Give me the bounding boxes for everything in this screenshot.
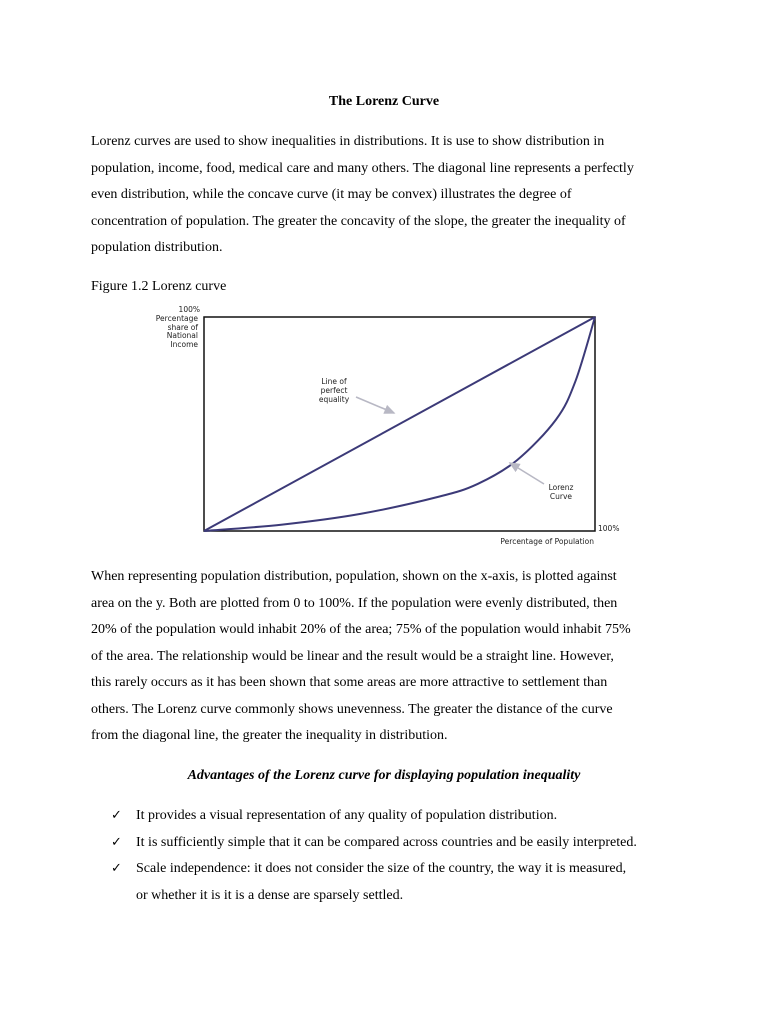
body-line: others. The Lorenz curve commonly shows unevenness. The greater the distance of the curve	[91, 701, 613, 717]
checkmark-icon: ✓	[111, 808, 122, 823]
advantage-text: It is sufficiently simple that it can be compared across countries and be easily interpreted.	[136, 834, 637, 850]
equality-annotation-line: equality	[318, 395, 350, 404]
x-axis-label: Percentage of Population	[500, 537, 594, 546]
checkmark-icon: ✓	[111, 861, 122, 876]
body-line: of the area. The relationship would be linear and the result would be a straight line. However,	[91, 648, 614, 664]
lorenz-chart	[140, 300, 640, 555]
list-item	[111, 803, 681, 830]
intro-line: even distribution, while the concave curve (it may be convex) illustrates the degree of	[91, 187, 572, 202]
lorenz-annotation-line: Lorenz	[548, 483, 574, 492]
intro-line: Lorenz curves are used to show inequalities in distributions. It is use to show distribution in	[91, 134, 605, 149]
equality-annotation-line: Line of	[321, 377, 347, 386]
y-axis-label-line: share of	[167, 323, 198, 332]
intro-paragraph	[91, 129, 691, 262]
y-axis-label-line: Income	[170, 340, 198, 349]
body-line: area on the y. Both are plotted from 0 to 100%. If the population were evenly distributed, then	[91, 595, 618, 611]
equality-line	[204, 317, 595, 531]
y-axis-label-line: National	[166, 331, 198, 340]
advantage-text-continued: or whether it is it is a dense are sparsely settled.	[136, 887, 404, 903]
body-line: 20% of the population would inhabit 20% of the area; 75% of the population would inhabit 75%	[91, 622, 631, 637]
advantages-heading: Advantages of the Lorenz curve for displaying population inequality	[187, 768, 581, 783]
lorenz-annotation-arrow	[510, 463, 544, 484]
intro-line: population, income, food, medical care and many others. The diagonal line represents a perfectly	[91, 160, 634, 176]
advantages-list	[111, 803, 681, 909]
advantage-text: It provides a visual representation of any quality of population distribution.	[136, 808, 558, 823]
list-item	[111, 830, 681, 857]
advantage-text: Scale independence: it does not consider the size of the country, the way it is measured,	[136, 861, 627, 876]
body-line: this rarely occurs as it has been shown that some areas are more attractive to settlement than	[91, 675, 608, 690]
equality-annotation-arrow	[356, 397, 394, 413]
intro-line: concentration of population. The greater the concavity of the slope, the greater the inequality of	[91, 213, 626, 229]
page-title: The Lorenz Curve	[328, 94, 440, 109]
y-max-label: 100%	[178, 305, 200, 314]
explanation-paragraph	[91, 564, 691, 750]
lorenz-annotation-line: Curve	[549, 492, 573, 501]
figure-caption: Figure 1.2 Lorenz curve	[91, 279, 227, 294]
intro-line: population distribution.	[91, 240, 223, 255]
list-item	[111, 856, 681, 909]
y-axis-label-line: Percentage	[155, 314, 198, 323]
equality-annotation-line: perfect	[320, 386, 348, 395]
body-line: from the diagonal line, the greater the inequality in distribution.	[91, 728, 448, 743]
body-line: When representing population distribution, population, shown on the x-axis, is plotted against	[91, 569, 617, 584]
x-max-label: 100%	[598, 524, 620, 533]
checkmark-icon: ✓	[111, 834, 122, 850]
